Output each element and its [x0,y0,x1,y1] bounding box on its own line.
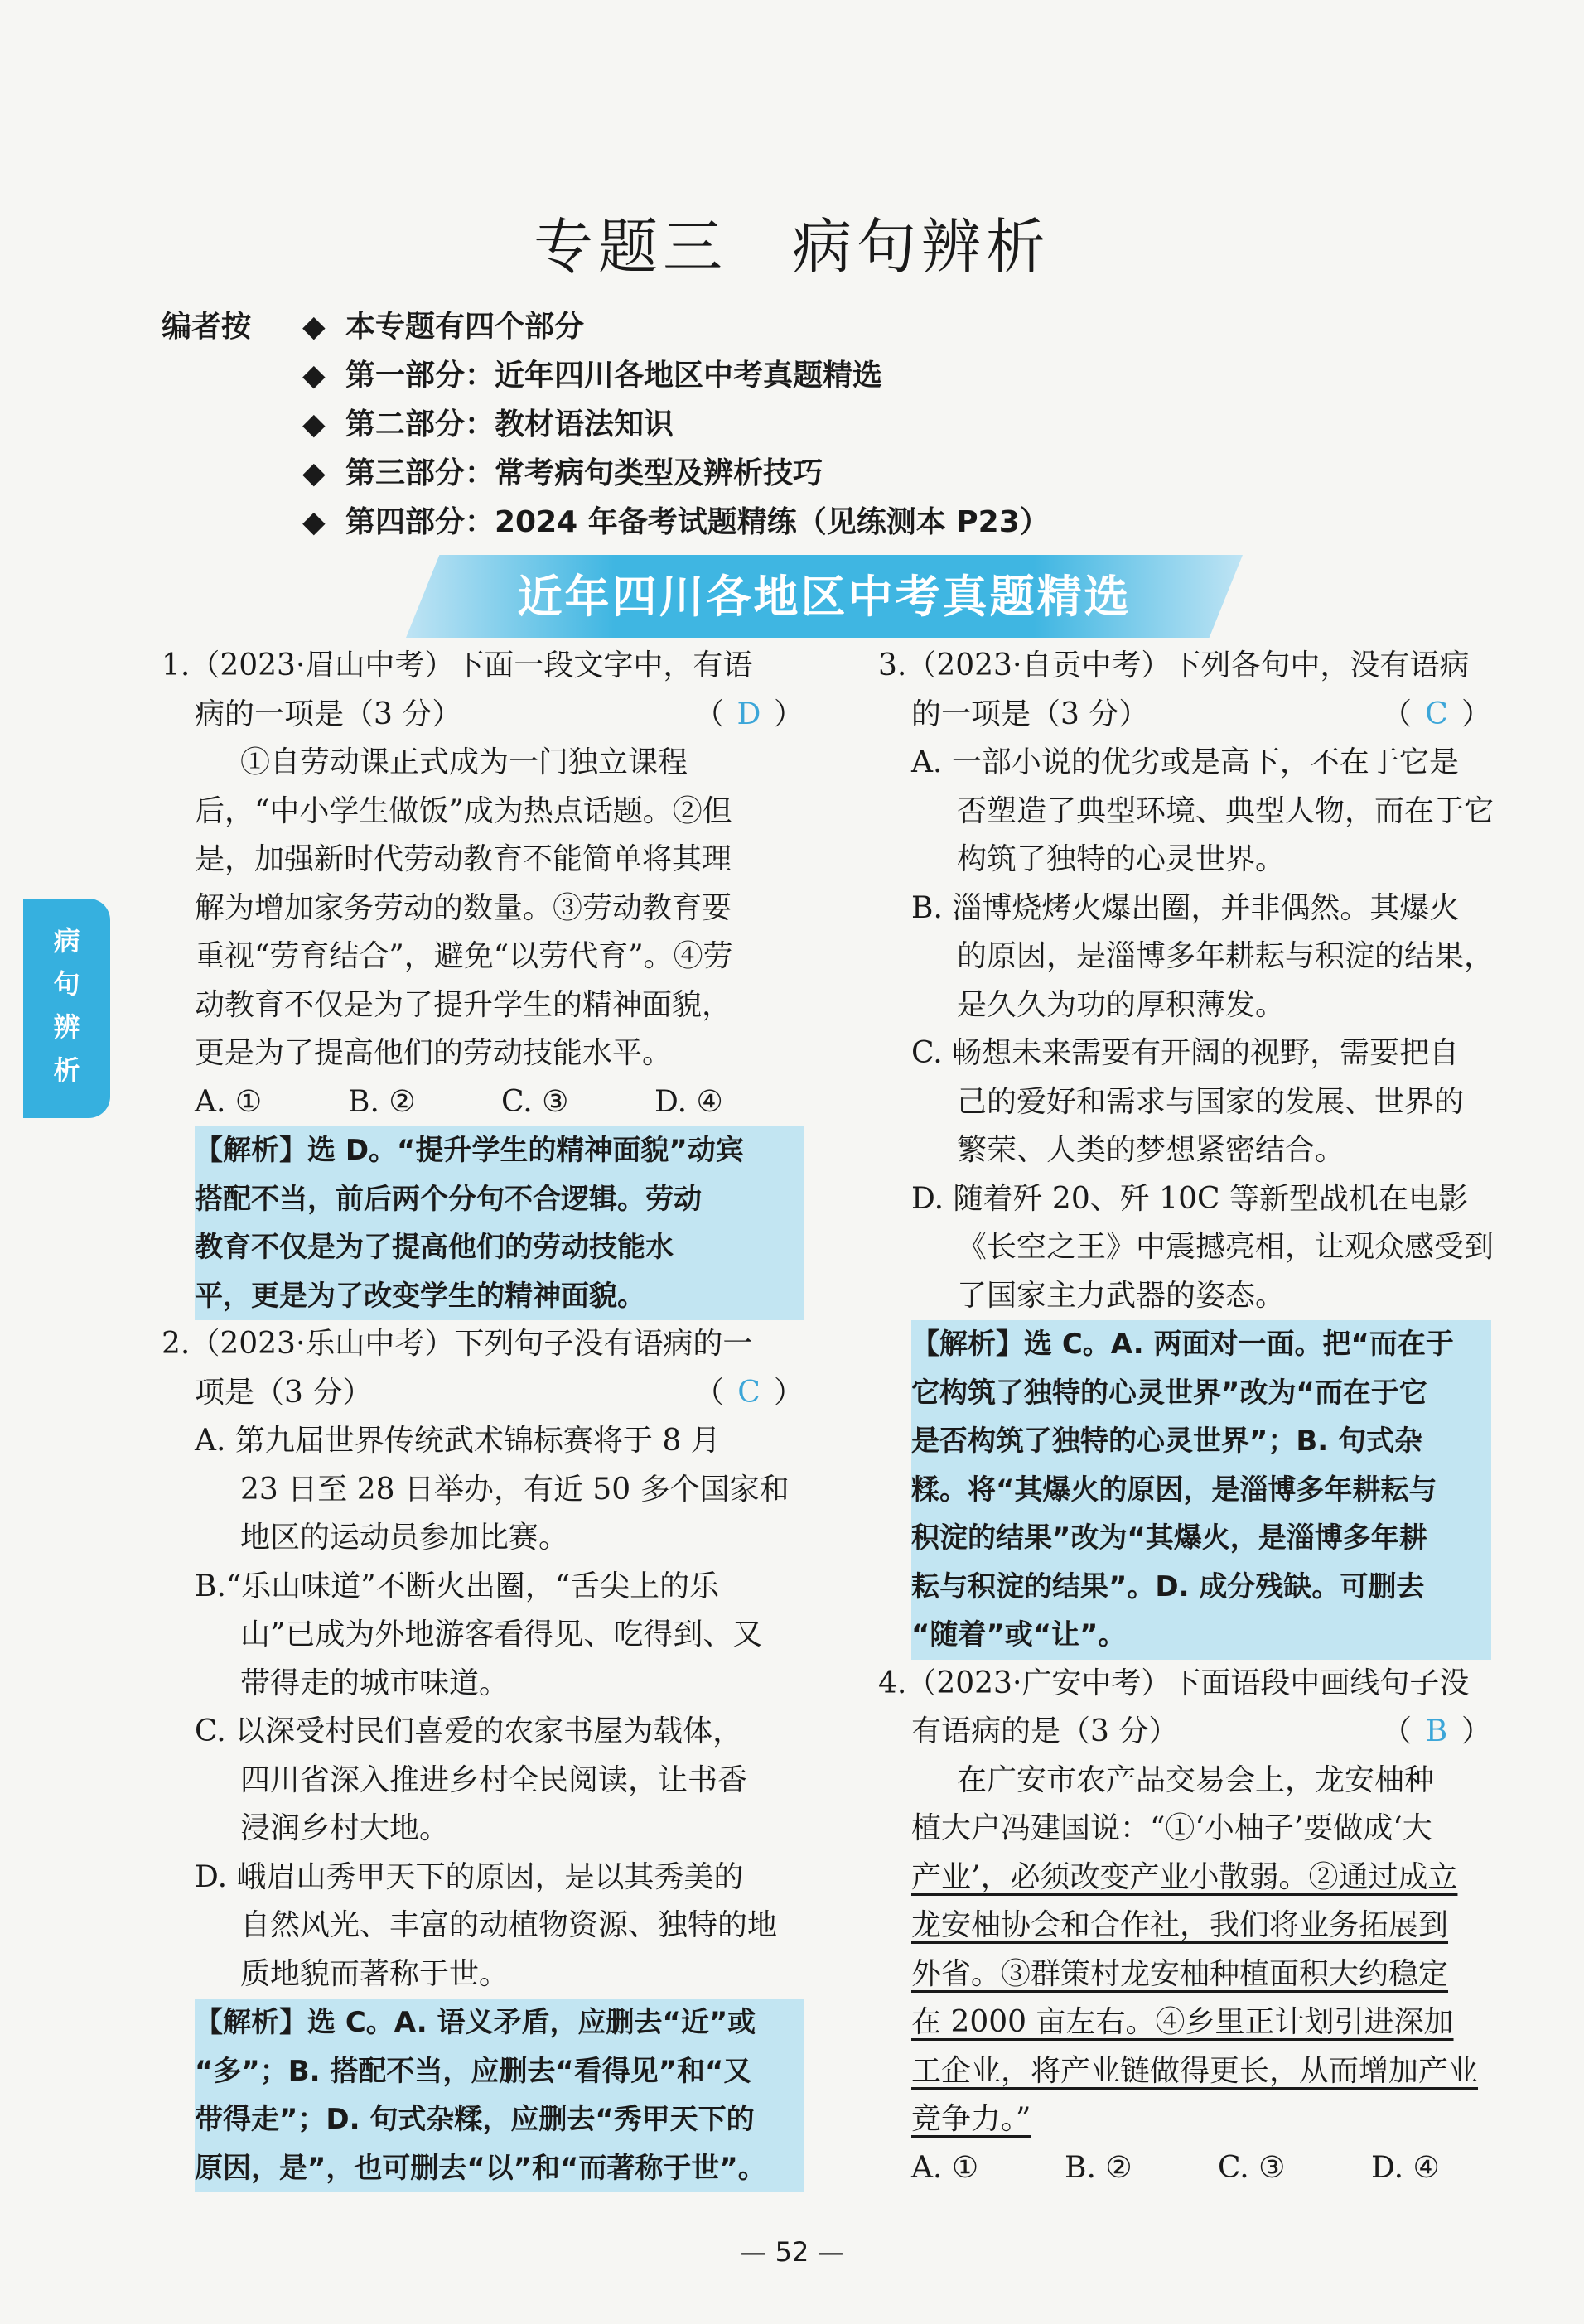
diamond-icon: ◆ [302,505,326,539]
analysis-block [162,1126,804,1320]
question-stem: 3.（2023·自贡中考）下列各句中，没有语病 [878,649,1470,682]
passage-line: 更是为了提高他们的劳动技能水平。 [195,1036,673,1070]
analysis-block [878,1320,1491,1660]
option: B. ② [348,1084,416,1119]
option-line: 浸润乡村大地。 [240,1811,450,1845]
option-line: A. 第九届世界传统武术锦标赛将于 8 月 [195,1424,721,1458]
analysis-line: 糅。将“其爆火的原因，是淄博多年耕耘与 [911,1466,1491,1515]
diamond-icon: ◆ [302,359,326,393]
option-line: 己的爱好和需求与国家的发展、世界的 [957,1084,1465,1119]
option-line: C. 以深受村民们喜爱的农家书屋为载体， [195,1714,743,1748]
analysis-line: 教育不仅是为了提高他们的劳动技能水 [195,1223,804,1272]
passage-line: 工企业，将产业链做得更长，从而增加产业 [911,2053,1479,2088]
passage-line: 后，“中小学生做饭”成为热点话题。②但 [195,793,732,828]
option-line: 构筑了独特的心灵世界。 [957,842,1286,876]
question-stem: 4.（2023·广安中考）下面语段中画线句子没 [878,1666,1470,1700]
diamond-icon: ◆ [302,407,326,441]
right-column [878,642,1495,2192]
option-line: 否塑造了典型环境、典型人物，而在于它 [957,793,1495,828]
passage-line: 在 2000 亩左右。④乡里正计划引进深加 [911,2005,1454,2039]
answer-letter: B [1425,1714,1448,1748]
editor-note-item: 第二部分：教材语法知识 [345,407,674,441]
analysis-line: 搭配不当，前后两个分句不合逻辑。劳动 [195,1175,804,1224]
answer-bracket: （ D ） [694,691,804,740]
option: C. ③ [501,1084,569,1119]
passage-line: 解为增加家务劳动的数量。③劳动教育要 [195,890,732,925]
page-title: 专题三 病句辨析 [533,212,1050,282]
analysis-line: 原因，是”，也可删去“以”和“而著称于世”。 [195,2144,804,2193]
left-column [162,642,804,2192]
option: A. ① [911,2150,979,2185]
option-line: 质地貌而著称于世。 [240,1956,509,1991]
question-3 [878,642,1495,1660]
analysis-line: 【解析】选 D。“提升学生的精神面貌”动宾 [195,1126,804,1175]
option-line: 23 日至 28 日举办，有近 50 多个国家和 [240,1472,790,1507]
question-2 [162,1320,804,2192]
passage-line: 产业’，必须改变产业小散弱。②通过成立 [911,1859,1458,1894]
side-tab-char: 析 [53,1054,80,1086]
passage-line: 重视“劳育结合”，避免“以劳代育”。④劳 [195,939,733,973]
editor-note-item: 本专题有四个部分 [345,310,585,344]
analysis-line: 【解析】选 C。A. 两面对一面。把“而在于 [911,1320,1491,1369]
side-tab-char: 病 [53,925,80,957]
option: A. ① [195,1084,263,1119]
analysis-line: “随着”或“让”。 [911,1611,1491,1660]
option-line: B.“乐山味道”不断火出圈，“舌尖上的乐 [195,1569,720,1603]
answer-bracket: （ C ） [1382,691,1491,740]
option-line: 《长空之王》中震撼亮相，让观众感受到 [957,1230,1495,1264]
option-line: 自然风光、丰富的动植物资源、独特的地 [240,1908,778,1942]
passage-line: 外省。③群策村龙安柚种植面积大约稳定 [911,1956,1449,1991]
analysis-line: 带得走”；D. 句式杂糅，应删去“秀甲天下的 [195,2095,804,2144]
side-tab-char: 辨 [53,1011,80,1043]
answer-bracket: （ C ） [694,1369,804,1418]
question-1 [162,642,804,1320]
diamond-icon: ◆ [302,456,326,490]
options-row [878,2144,1491,2193]
option-line: 山”已成为外地游客看得见、吃得到、又 [240,1618,763,1651]
analysis-line: 积淀的结果”改为“其爆火，是淄博多年耕 [911,1514,1491,1563]
side-tab-char: 句 [53,968,80,1000]
option-line: C. 畅想未来需要有开阔的视野，需要把自 [911,1036,1460,1070]
answer-bracket: （ B ） [1382,1708,1491,1757]
answer-letter: C [737,1375,761,1410]
option-line: A. 一部小说的优劣或是高下，不在于它是 [911,745,1459,779]
analysis-block [162,1999,804,2192]
analysis-line: 耘与积淀的结果”。D. 成分残缺。可删去 [911,1563,1491,1612]
option-line: 是久久为功的厚积薄发。 [957,987,1286,1022]
analysis-line: “多”；B. 搭配不当，应删去“看得见”和“又 [195,2047,804,2096]
editor-note [162,302,1050,547]
side-tab-label [23,919,110,1092]
analysis-line: 它构筑了独特的心灵世界”改为“而在于它 [911,1369,1491,1418]
option-line: 地区的运动员参加比赛。 [240,1521,569,1555]
question-stem: 项是（3 分） [195,1375,373,1410]
question-stem: 病的一项是（3 分） [195,697,462,731]
option-line: D. 峨眉山秀甲天下的原因，是以其秀美的 [195,1859,744,1894]
passage-line: 是，加强新时代劳动教育不能简单将其理 [195,842,732,876]
passage-line: 动教育不仅是为了提升学生的精神面貌， [195,987,732,1022]
editor-note-item: 第一部分：近年四川各地区中考真题精选 [345,359,883,393]
passage-line: 龙安柚协会和合作社，我们将业务拓展到 [911,1908,1449,1942]
editor-note-item: 第三部分：常考病句类型及辨析技巧 [345,456,823,490]
question-stem: 有语病的是（3 分） [911,1714,1179,1748]
passage-line: 植大户冯建国说：“①‘小柚子’要做成‘大 [911,1811,1432,1845]
editor-note-label: 编者按 [162,310,252,344]
page-number: — 52 — [740,2236,844,2268]
diamond-icon: ◆ [302,310,326,344]
passage-line: 竞争力。” [911,2102,1031,2136]
passage-line: 在广安市农产品交易会上，龙安柚种 [957,1762,1435,1797]
option: C. ③ [1218,2150,1286,2185]
question-stem: 2.（2023·乐山中考）下列句子没有语病的一 [162,1327,753,1361]
option-line: 的原因，是淄博多年耕耘与积淀的结果， [957,939,1495,973]
option: B. ② [1065,2150,1132,2185]
option-line: D. 随着歼 20、歼 10C 等新型战机在电影 [911,1181,1468,1216]
option-line: 了国家主力武器的姿态。 [957,1278,1286,1313]
answer-letter: D [736,697,761,731]
option-line: B. 淄博烧烤火爆出圈，并非偶然。其爆火 [911,890,1460,925]
analysis-line: 是否构筑了独特的心灵世界”；B. 句式杂 [911,1417,1491,1466]
option-line: 繁荣、人类的梦想紧密结合。 [957,1133,1345,1167]
options-row [162,1078,804,1127]
passage-line: ①自劳动课正式成为一门独立课程 [240,745,688,779]
answer-letter: C [1425,697,1448,731]
analysis-line: 【解析】选 C。A. 语义矛盾，应删去“近”或 [195,1999,804,2047]
question-stem: 的一项是（3 分） [911,697,1149,731]
option: D. ④ [654,1084,723,1119]
option: D. ④ [1371,2150,1440,2185]
question-stem: 1.（2023·眉山中考）下面一段文字中，有语 [162,649,753,682]
section-banner: 近年四川各地区中考真题精选 [517,570,1132,623]
option-line: 四川省深入推进乡村全民阅读，让书香 [240,1762,748,1797]
question-4 [878,1660,1491,2193]
editor-note-item: 第四部分：2024 年备考试题精练（见练测本 P23） [345,505,1050,539]
analysis-line: 平，更是为了改变学生的精神面貌。 [195,1272,804,1321]
option-line: 带得走的城市味道。 [240,1666,509,1700]
